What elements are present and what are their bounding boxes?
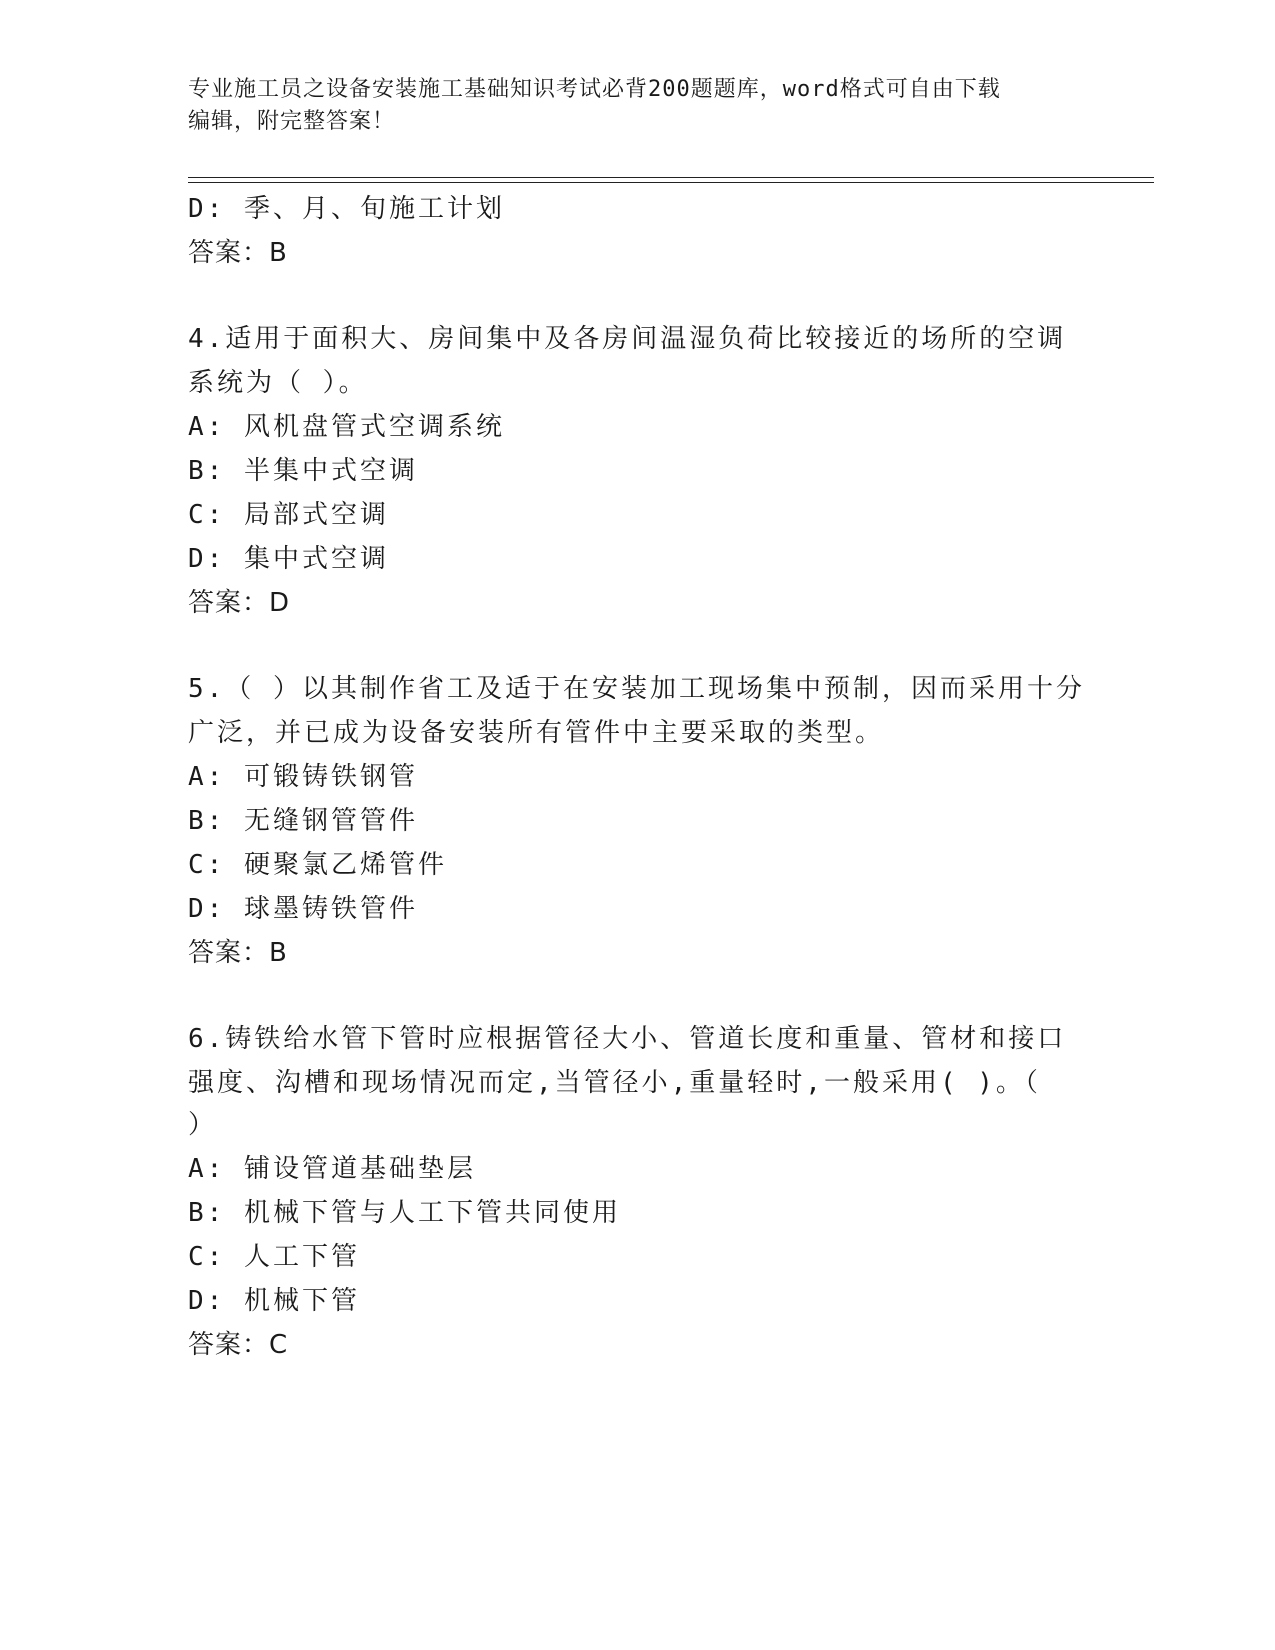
q6-stem-line-2: 强度、沟槽和现场情况而定,当管径小,重量轻时,一般采用( )。（ xyxy=(188,1068,1041,1098)
header-divider-bottom xyxy=(188,182,1154,183)
q6-stem-line-1: 6.铸铁给水管下管时应根据管径大小、管道长度和重量、管材和接口 xyxy=(188,1024,1067,1054)
q4-option-a: A: 风机盘管式空调系统 xyxy=(188,412,505,442)
q5-stem-line-2: 广泛，并已成为设备安装所有管件中主要采取的类型。 xyxy=(188,718,885,748)
q6-stem-line-3: ） xyxy=(188,1110,218,1140)
q4-option-d: D: 集中式空调 xyxy=(188,544,389,574)
q4-stem-line-1: 4.适用于面积大、房间集中及各房间温湿负荷比较接近的场所的空调 xyxy=(188,324,1067,354)
q5-answer: 答案：B xyxy=(188,938,288,968)
q6-option-a: A: 铺设管道基础垫层 xyxy=(188,1154,476,1184)
prev-option-d: D: 季、月、旬施工计划 xyxy=(188,194,505,224)
q5-option-d: D: 球墨铸铁管件 xyxy=(188,894,418,924)
q5-option-c: C: 硬聚氯乙烯管件 xyxy=(188,850,447,880)
q6-option-b: B: 机械下管与人工下管共同使用 xyxy=(188,1198,621,1228)
prev-answer: 答案：B xyxy=(188,238,288,268)
q4-option-b: B: 半集中式空调 xyxy=(188,456,418,486)
q4-stem-line-2: 系统为（ ）。 xyxy=(188,368,368,398)
q5-stem-line-1: 5.（ ）以其制作省工及适于在安装加工现场集中预制，因而采用十分 xyxy=(188,674,1085,704)
header-divider-top xyxy=(188,177,1154,178)
header-title-line-2: 编辑，附完整答案！ xyxy=(188,109,396,134)
q6-option-c: C: 人工下管 xyxy=(188,1242,360,1272)
header-title-line-1: 专业施工员之设备安装施工基础知识考试必背200题题库，word格式可自由下载 xyxy=(188,77,1001,102)
q6-answer: 答案：C xyxy=(188,1330,289,1360)
q5-option-a: A: 可锻铸铁钢管 xyxy=(188,762,418,792)
q4-option-c: C: 局部式空调 xyxy=(188,500,389,530)
q5-option-b: B: 无缝钢管管件 xyxy=(188,806,418,836)
q6-option-d: D: 机械下管 xyxy=(188,1286,360,1316)
document-header xyxy=(188,74,1088,138)
q4-answer: 答案：D xyxy=(188,588,291,618)
